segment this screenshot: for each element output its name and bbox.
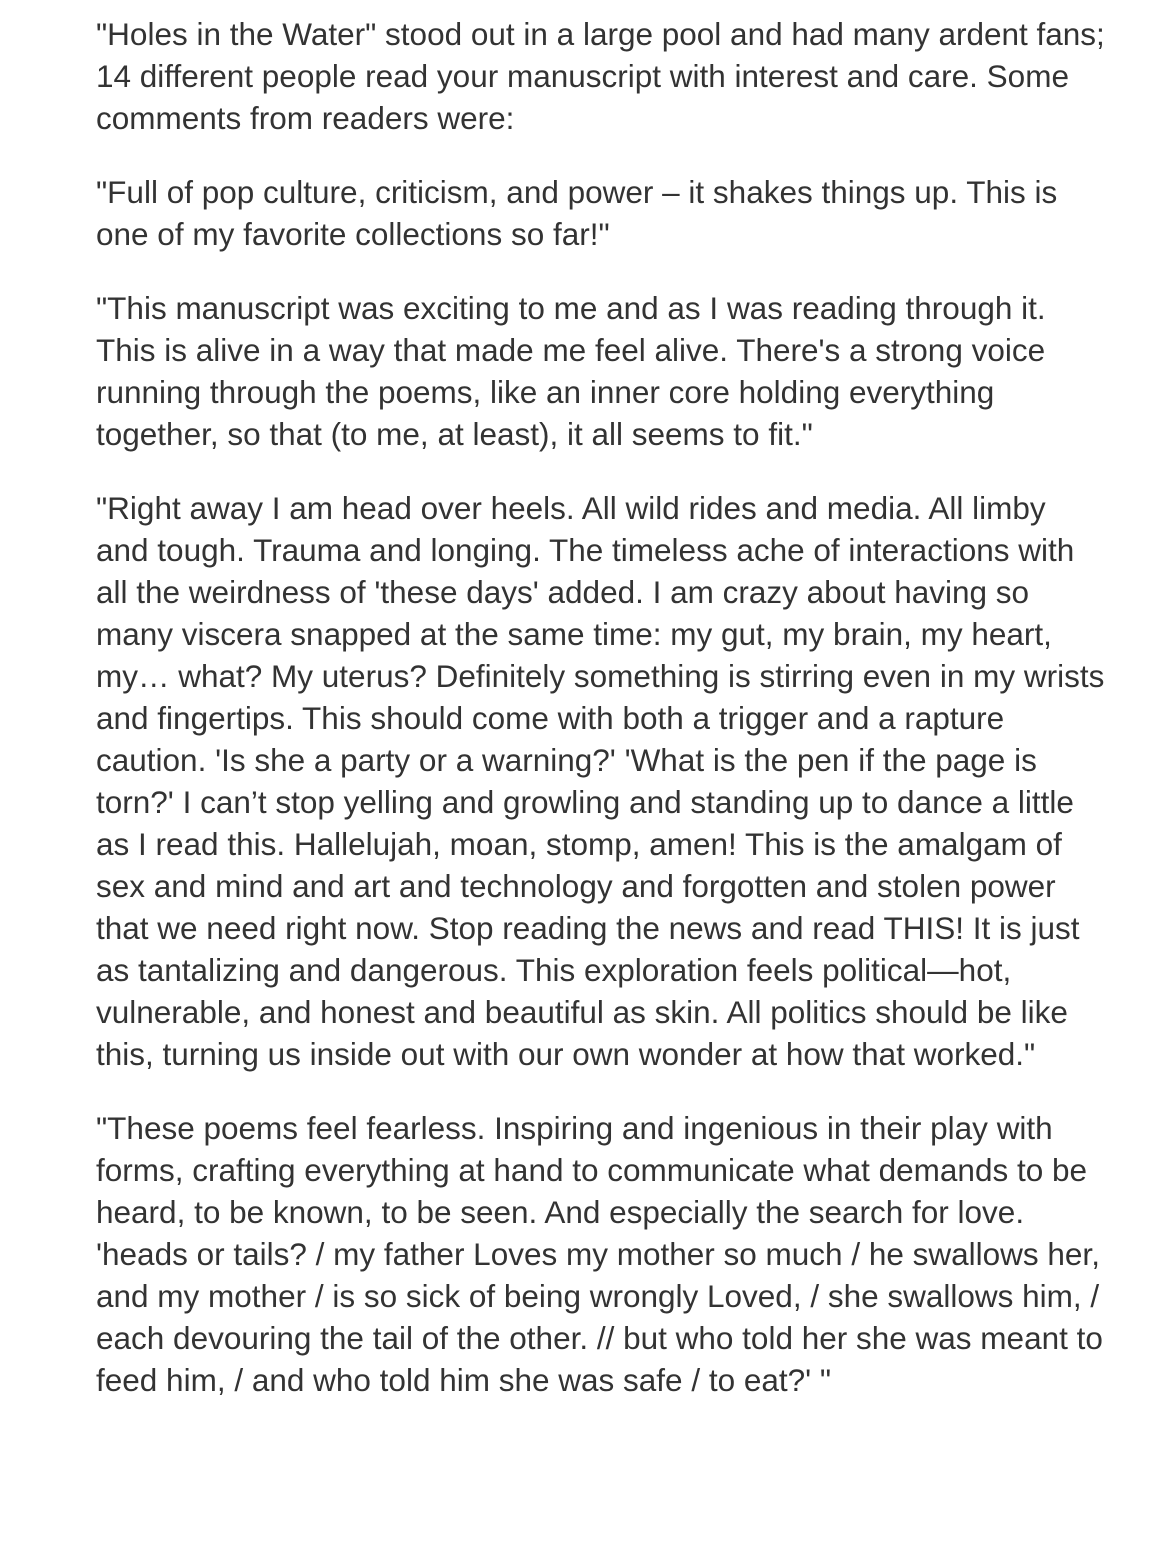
reader-comment-2: "This manuscript was exciting to me and as I was reading through it. This is alive in a way that made me feel alive. There's a strong voice running through the poems, like an inner core holding everything together, so that (to me, at least), it all seems to fit." — [96, 290, 1046, 452]
reader-comment-3: "Right away I am head over heels. All wild rides and media. All limby and tough. Trauma and longing. The timeless ache of interactions with all the weirdness of 'these days' added. I am crazy about having so many viscera snapped at the same time: my gut, my brain, my heart, my… what? My uterus? Definitely something is stirring even in my wrists and fingertips. This should come with both a trigger and a rapture caution. 'Is she a party or a warning?' 'What is the pen if the page is torn?' I can’t stop yelling and growling and standing up to dance a little as I read this. Hallelujah, moan, stomp, amen! This is the amalgam of sex and mind and art and technology and forgotten and stolen power that we need right now. Stop reading the news and read THIS! It is just as tantalizing and dangerous. This exploration feels political—hot, vulnerable, and honest and beautiful as skin. All politics should be like this, turning us inside out with our own wonder at how that worked." — [96, 490, 1105, 1072]
reader-comment-1: "Full of pop culture, criticism, and power – it shakes things up. This is one of my favorite collections so far!" — [96, 174, 1058, 252]
intro-paragraph: "Holes in the Water" stood out in a large pool and had many ardent fans; 14 different people read your manuscript with interest and care. Some comments from readers were: — [96, 16, 1105, 136]
reader-comment-4: "These poems feel fearless. Inspiring and ingenious in their play with forms, crafting everything at hand to communicate what demands to be heard, to be known, to be seen. And especially the search for love. 'heads or tails? / my father Loves my mother so much / he swallows her, and my mother / is so sick of being wrongly Loved, / she swallows him, / each devouring the tail of the other. // but who told her she was meant to feed him, / and who told him she was safe / to eat?' " — [96, 1110, 1103, 1398]
